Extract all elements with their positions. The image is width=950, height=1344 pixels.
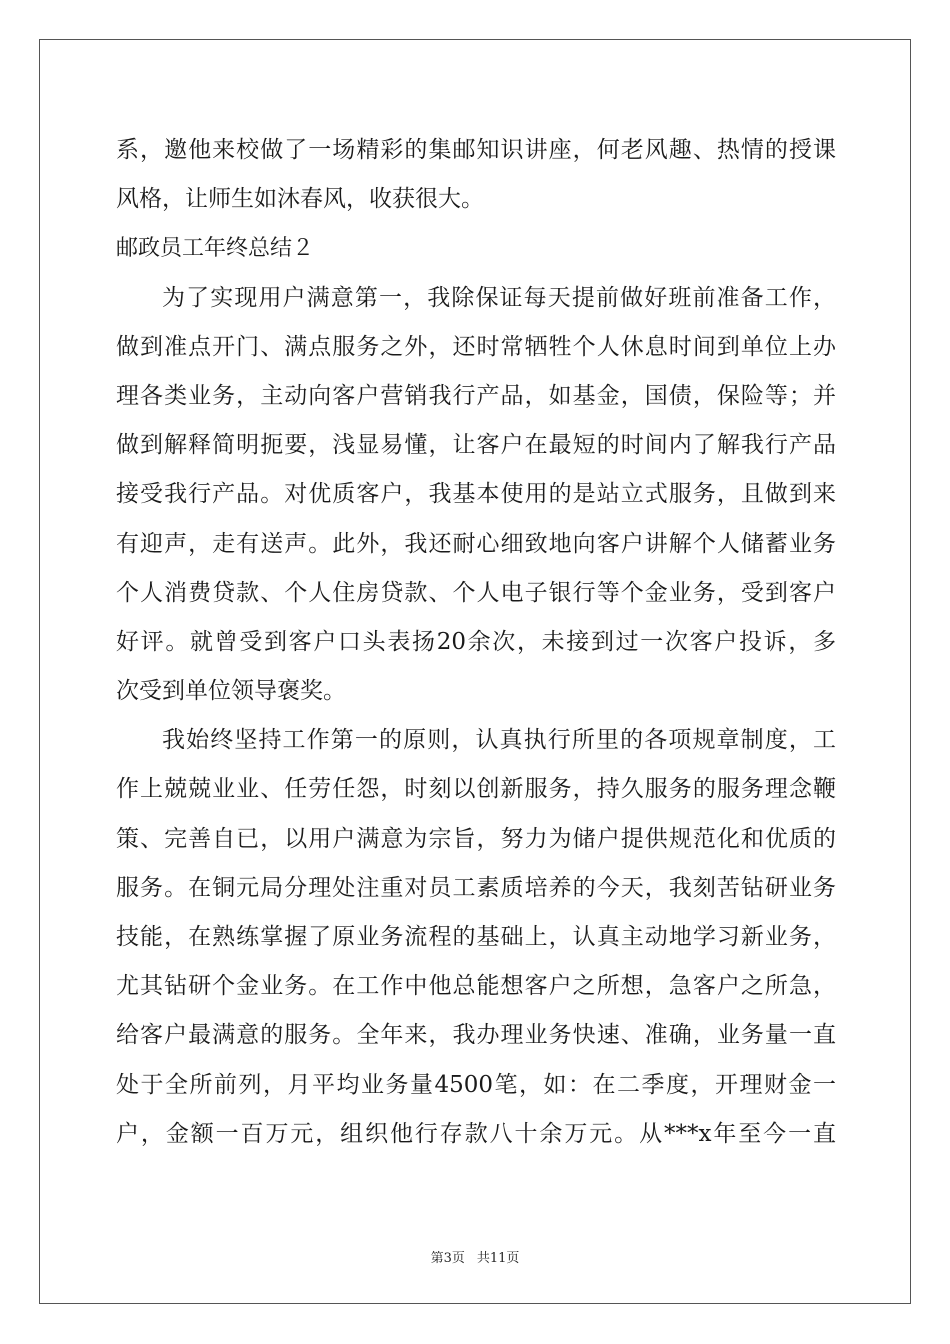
text-line: 做到解释简明扼要，浅显易懂，让客户在最短的时间内了解我行产品 <box>116 432 836 459</box>
text-line: 个人消费贷款、个人住房贷款、个人电子银行等个金业务，受到客户 <box>116 579 836 606</box>
text-line: 技能，在熟练掌握了原业务流程的基础上，认真主动地学习新业务， <box>116 924 836 950</box>
page-footer <box>0 1247 950 1266</box>
document-body <box>116 126 836 1159</box>
text-line: 作上兢兢业业、任劳任怨，时刻以创新服务，持久服务的服务理念鞭 <box>116 776 836 803</box>
text-line: 次受到单位领导褒奖。 <box>116 678 346 705</box>
text-line: 系，邀他来校做了一场精彩的集邮知识讲座，何老风趣、热情的授课 <box>116 137 836 163</box>
paragraph-first-line: 我始终坚持工作第一的原则，认真执行所里的各项规章制度，工 <box>162 727 836 754</box>
text-line: 服务。在铜元局分理处注重对员工素质培养的今天，我刻苦钻研业务 <box>116 874 836 901</box>
page-total: 共11页 <box>476 1251 520 1266</box>
text-line: 户，金额一百万元，组织他行存款八十余万元。从***x年至今一直 <box>116 1120 836 1147</box>
text-line: 做到准点开门、满点服务之外，还时常牺牲个人休息时间到单位上办 <box>116 333 836 360</box>
text-line: 处于全所前列，月平均业务量4500笔，如：在二季度，开理财金一 <box>116 1071 836 1098</box>
text-line: 好评。就曾受到客户口头表扬20余次，未接到过一次客户投诉，多 <box>116 628 836 655</box>
text-line: 有迎声，走有送声。此外，我还耐心细致地向客户讲解个人储蓄业务 <box>116 530 836 557</box>
text-line: 风格，让师生如沐春风，收获很大。 <box>116 186 484 213</box>
paragraph-first-line: 为了实现用户满意第一，我除保证每天提前做好班前准备工作， <box>162 284 836 311</box>
text-line: 接受我行产品。对优质客户，我基本使用的是站立式服务，且做到来 <box>116 481 836 508</box>
text-line: 理各类业务，主动向客户营销我行产品，如基金，国债，保险等；并 <box>116 382 836 409</box>
section-heading: 邮政员工年终总结２ <box>116 236 315 262</box>
text-line: 尤其钻研个金业务。在工作中他总能想客户之所想，急客户之所急， <box>116 973 836 1000</box>
text-line: 给客户最满意的服务。全年来，我办理业务快速、准确，业务量一直 <box>116 1022 836 1049</box>
text-line: 策、完善自已，以用户满意为宗旨，努力为储户提供规范化和优质的 <box>116 825 836 852</box>
page-number: 第3页 <box>430 1251 465 1266</box>
